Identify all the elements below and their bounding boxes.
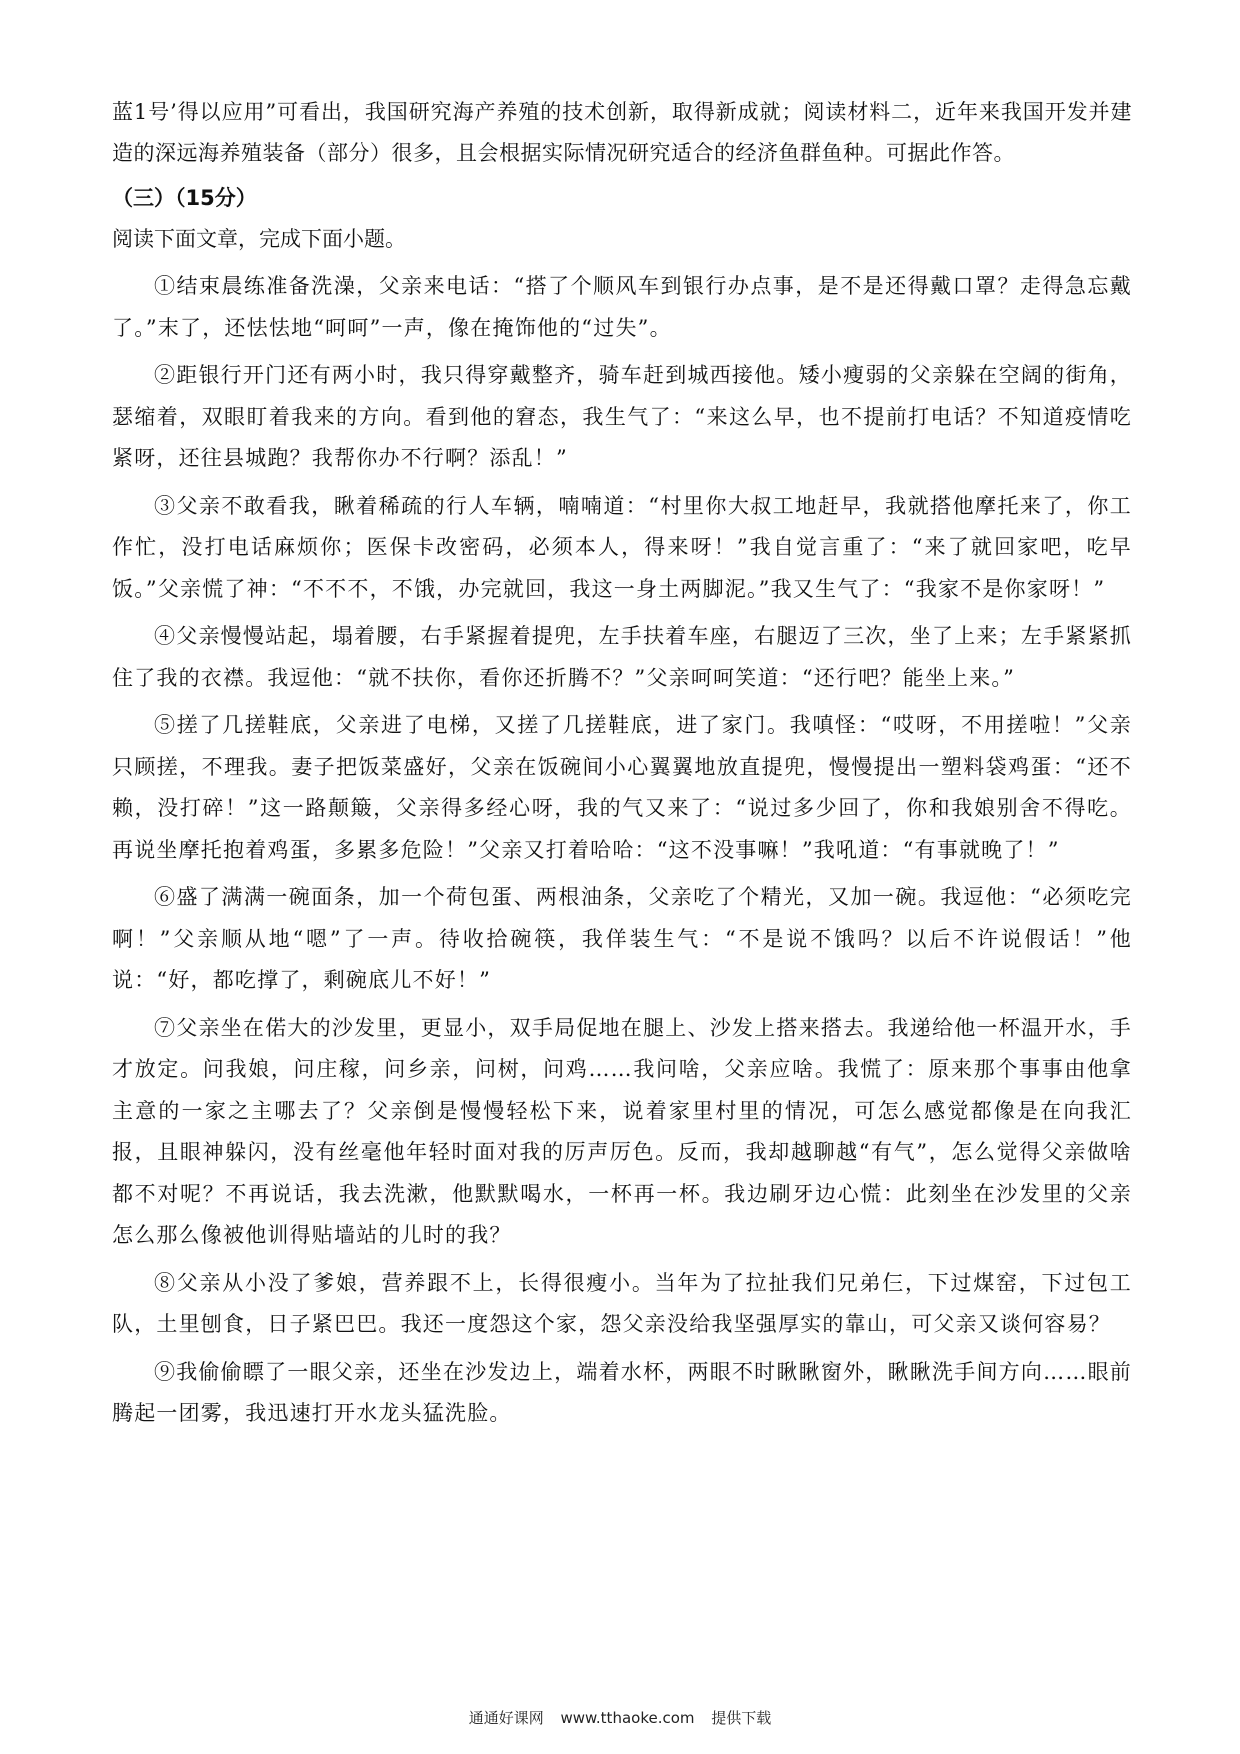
intro-text: 蓝1号’得以应用”可看出，我国研究海产养殖的技术创新，取得新成就；阅读材料二，近年来我国开发并建造的深远海养殖装备（部分）很多，且会根据实际情况研究适合的经济鱼群鱼种。可据此作答。 xyxy=(112,100,1132,165)
paragraph-2: ②距银行开门还有两小时，我只得穿戴整齐，骑车赶到城西接他。矮小瘦弱的父亲躲在空阔的街角，瑟缩着，双眼盯着我来的方向。看到他的窘态，我生气了：“来这么早，也不提前打电话？不知道疫情吃紧呀，还往县城跑？我帮你办不行啊？添乱！” xyxy=(112,363,1132,470)
paragraph-9: ⑨我偷偷瞟了一眼父亲，还坐在沙发边上，端着水杯，两眼不时瞅瞅窗外，瞅瞅洗手间方向……眼前腾起一团雾，我迅速打开水龙头猛洗脸。 xyxy=(112,1359,1132,1425)
paragraph-6: ⑥盛了满满一碗面条，加一个荷包蛋、两根油条，父亲吃了个精光，又加一碗。我逗他：“必须吃完啊！”父亲顺从地“嗯”了一声。待收拾碗筷，我佯装生气：“不是说不饿吗？以后不许说假话！”他说：“好，都吃撑了，剩碗底儿不好！” xyxy=(112,885,1132,992)
paragraph-4: ④父亲慢慢站起，塌着腰，右手紧握着提兜，左手扶着车座，右腿迈了三次，坐了上来；左手紧紧抓住了我的衣襟。我逗他：“就不扶你，看你还折腾不？”父亲呵呵笑道：“还行吧？能坐上来。” xyxy=(112,624,1132,690)
footer-site-name: 通通好课网 xyxy=(468,1709,544,1727)
footer-url[interactable]: www.tthaoke.com xyxy=(560,1709,695,1727)
paragraph-5: ⑤搓了几搓鞋底，父亲进了电梯，又搓了几搓鞋底，进了家门。我嗔怪：“哎呀，不用搓啦！”父亲只顾搓，不理我。妻子把饭菜盛好，父亲在饭碗间小心翼翼地放直提兜，慢慢提出一塑料袋鸡蛋：“还不赖，没打碎！”这一路颠簸，父亲得多经心呀，我的气又来了：“说过多少回了，你和我娘别舍不得吃。再说坐摩托抱着鸡蛋，多累多危险！”父亲又打着哈哈：“这不没事嘛！”我吼道：“有事就晚了！” xyxy=(112,713,1132,862)
page-footer xyxy=(0,1707,1240,1728)
paragraph-3: ③父亲不敢看我，瞅着稀疏的行人车辆，喃喃道：“村里你大叔工地赶早，我就搭他摩托来了，你工作忙，没打电话麻烦你；医保卡改密码，必须本人，得来呀！”我自觉言重了：“来了就回家吧，吃早饭。”父亲慌了神：“不不不，不饿，办完就回，我这一身土两脚泥。”我又生气了：“我家不是你家呀！” xyxy=(112,493,1132,601)
paragraph-7: ⑦父亲坐在偌大的沙发里，更显小，双手局促地在腿上、沙发上搭来搭去。我递给他一杯温开水，手才放定。问我娘，问庄稼，问乡亲，问树，问鸡……我问啥，父亲应啥。我慌了：原来那个事事由他拿主意的一家之主哪去了？父亲倒是慢慢轻松下来，说着家里村里的情况，可怎么感觉都像是在向我汇报，且眼神躲闪，没有丝毫他年轻时面对我的厉声厉色。反而，我却越聊越“有气”，怎么觉得父亲做啥都不对呢？不再说话，我去洗漱，他默默喝水，一杯再一杯。我边刷牙边心慌：此刻坐在沙发里的父亲怎么那么像被他训得贴墙站的儿时的我？ xyxy=(112,1015,1132,1247)
section-instruction: 阅读下面文章，完成下面小题。 xyxy=(112,227,406,251)
paragraph-1: ①结束晨练准备洗澡，父亲来电话：“搭了个顺风车到银行办点事，是不是还得戴口罩？走得急忘戴了。”末了，还怯怯地“呵呵”一声，像在掩饰他的“过失”。 xyxy=(112,274,1132,340)
paragraph-8: ⑧父亲从小没了爹娘，营养跟不上，长得很瘦小。当年为了拉扯我们兄弟仨，下过煤窑，下过包工队，土里刨食，日子紧巴巴。我还一度怨这个家，怨父亲没给我坚强厚实的靠山，可父亲又谈何容易？ xyxy=(112,1270,1132,1336)
document-body xyxy=(112,92,1132,1435)
footer-suffix: 提供下载 xyxy=(711,1709,772,1727)
section-heading: （三）（15分） xyxy=(112,186,257,210)
